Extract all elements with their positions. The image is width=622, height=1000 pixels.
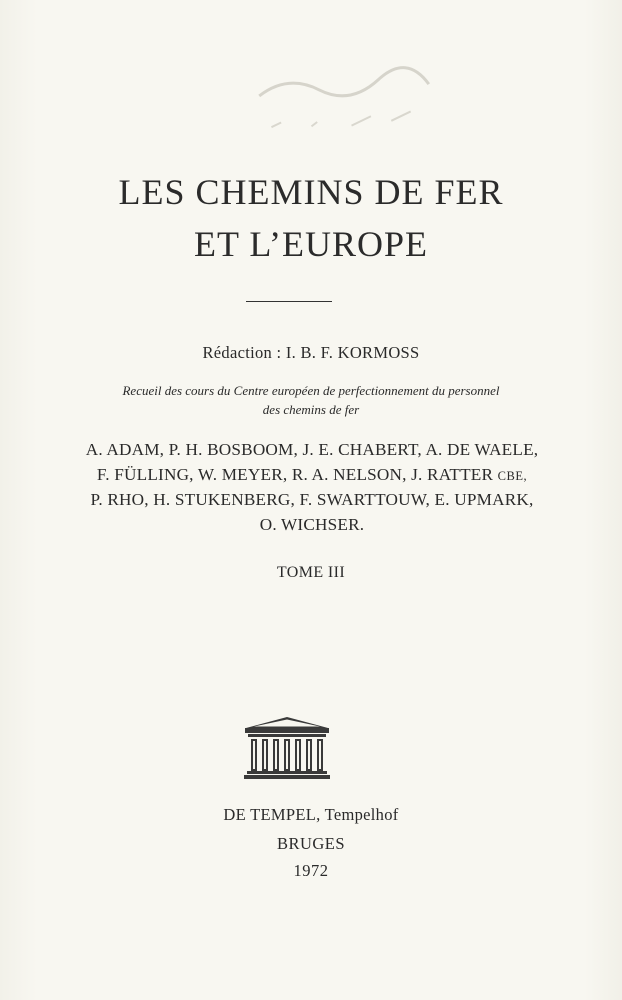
volume-label: TOME III xyxy=(276,564,346,581)
authors-block xyxy=(40,438,584,537)
authors-line-3: P. RHO, H. STUKENBERG, F. SWARTTOUW, E. UPMARK, xyxy=(90,490,534,509)
publication-year: 1972 xyxy=(293,861,329,880)
editor-line: Rédaction : I. B. F. KORMOSS xyxy=(202,343,420,362)
title-divider xyxy=(246,301,332,302)
publisher-city: BRUGES xyxy=(276,834,346,853)
authors-line-2-suffix: CBE, xyxy=(497,468,528,483)
book-title-line-1: LES CHEMINS DE FER xyxy=(118,172,504,212)
subtitle-line-1: Recueil des cours du Centre européen de perfectionnement du personnel xyxy=(122,383,500,398)
subtitle-line-2: des chemins de fer xyxy=(262,402,360,417)
faint-stamp-icon xyxy=(247,53,442,146)
book-title-line-2: ET L’EUROPE xyxy=(193,224,428,264)
authors-line-2 xyxy=(40,463,584,489)
publisher-name: DE TEMPEL, Tempelhof xyxy=(223,805,399,824)
authors-line-2-main: F. FÜLLING, W. MEYER, R. A. NELSON, J. RATTER xyxy=(96,464,494,484)
authors-line-1: A. ADAM, P. H. BOSBOOM, J. E. CHABERT, A. DE WAELE, xyxy=(85,440,539,459)
greek-temple-icon xyxy=(242,715,332,781)
faint-stamp-mark xyxy=(247,53,443,154)
authors-line-4: O. WICHSER. xyxy=(259,514,365,534)
